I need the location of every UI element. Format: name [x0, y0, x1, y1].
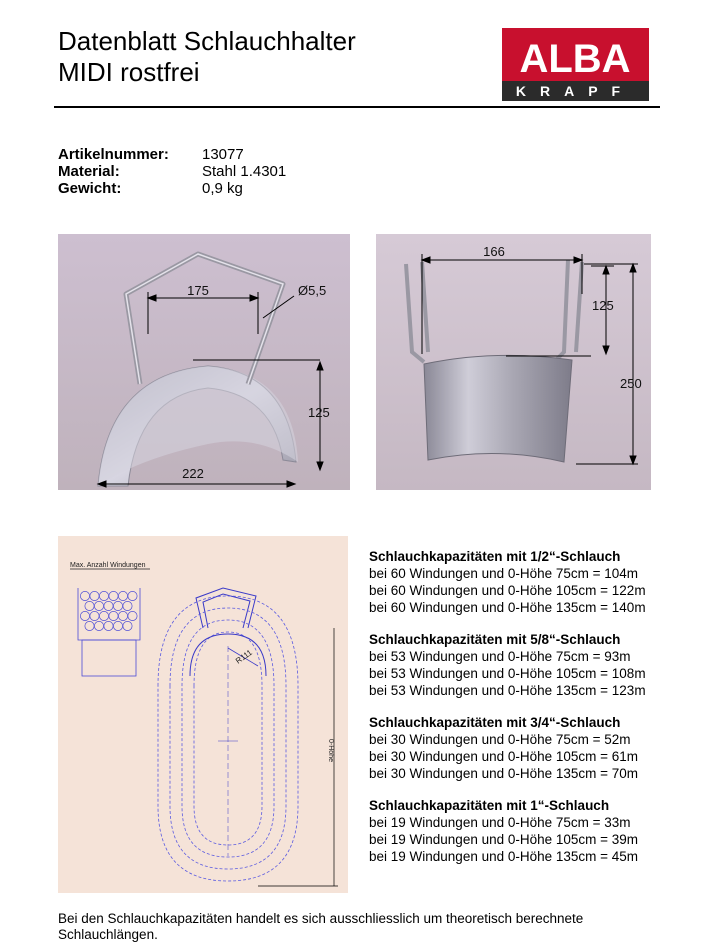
product-photo-front [58, 234, 350, 490]
logo-subtext: KRAPF [515, 83, 635, 99]
meta-value: 0,9 kg [202, 180, 243, 197]
capacity-block [369, 797, 699, 865]
capacity-line: bei 30 Windungen und 0-Höhe 135cm = 70m [369, 766, 639, 781]
hose-coil [118, 591, 127, 600]
hose-coil [104, 601, 113, 610]
capacity-line: bei 19 Windungen und 0-Höhe 105cm = 39m [369, 832, 639, 847]
meta-label: Artikelnummer: [58, 146, 169, 163]
capacity-block [369, 631, 699, 699]
capacity-line: bei 53 Windungen und 0-Höhe 135cm = 123m [369, 683, 646, 698]
capacity-line: bei 53 Windungen und 0-Höhe 75cm = 93m [369, 649, 631, 664]
hose-coil [99, 611, 108, 620]
hose-coil [85, 601, 94, 610]
meta-value: 13077 [202, 146, 244, 163]
hose-coil [90, 611, 99, 620]
hose-coil [128, 591, 137, 600]
capacity-line: bei 60 Windungen und 0-Höhe 135cm = 140m [369, 600, 646, 615]
footer-note [58, 911, 678, 943]
capacity-line: bei 30 Windungen und 0-Höhe 105cm = 61m [369, 749, 639, 764]
dim-top-label: 166 [483, 244, 505, 259]
capacity-list [369, 548, 699, 880]
capacity-heading: Schlauchkapazitäten mit 3/4“-Schlauch [369, 715, 621, 730]
capacity-line: bei 60 Windungen und 0-Höhe 75cm = 104m [369, 566, 639, 581]
dim-base-label: 222 [182, 466, 204, 481]
capacity-line: bei 19 Windungen und 0-Höhe 75cm = 33m [369, 815, 631, 830]
dim-height2-label: 250 [620, 376, 642, 391]
capacity-line: bei 60 Windungen und 0-Höhe 105cm = 122m [369, 583, 646, 598]
capacity-block [369, 548, 699, 616]
meta-value: Stahl 1.4301 [202, 163, 287, 180]
logo-text: ALBA [519, 37, 631, 81]
footer-line-1: Bei den Schlauchkapazitäten handelt es sich ausschliesslich um theoretisch berechnete [58, 911, 584, 926]
technical-drawing [58, 536, 348, 893]
title-line-2: MIDI rostfrei [58, 57, 200, 87]
capacity-line: bei 19 Windungen und 0-Höhe 135cm = 45m [369, 849, 639, 864]
alba-krapf-logo [502, 28, 649, 101]
meta-row [58, 146, 286, 163]
dim-width-label: 175 [187, 283, 209, 298]
hose-coil [109, 591, 118, 600]
hose-coil [104, 621, 113, 630]
hose-coil [113, 621, 122, 630]
meta-row [58, 163, 286, 180]
dim-height-label: 125 [308, 405, 330, 420]
hose-coil [109, 611, 118, 620]
hose-coil [113, 601, 122, 610]
capacity-heading: Schlauchkapazitäten mit 1/2“-Schlauch [369, 549, 621, 564]
hose-coil [94, 621, 103, 630]
capacity-line: bei 53 Windungen und 0-Höhe 105cm = 108m [369, 666, 646, 681]
dim-height1-label: 125 [592, 298, 614, 313]
footer-line-2: Schlauchlängen. [58, 927, 158, 942]
hose-coil [90, 591, 99, 600]
hose-coil [123, 601, 132, 610]
hose-coil [94, 601, 103, 610]
product-photo-side [376, 234, 651, 490]
product-meta [58, 146, 286, 197]
capacity-heading: Schlauchkapazitäten mit 1“-Schlauch [369, 798, 610, 813]
title-line-1: Datenblatt Schlauchhalter [58, 26, 356, 56]
hose-coil [99, 591, 108, 600]
document-title [58, 26, 356, 88]
max-windings-label: Max. Anzahl Windungen [70, 562, 146, 569]
hose-coil [85, 621, 94, 630]
radius-label: R111 [233, 647, 254, 666]
meta-row [58, 180, 286, 197]
zero-height-label: 0-Höhe [327, 739, 334, 762]
hose-coil [128, 611, 137, 620]
hose-coil [80, 611, 89, 620]
capacity-line: bei 30 Windungen und 0-Höhe 75cm = 52m [369, 732, 631, 747]
dim-diameter-label: Ø5,5 [298, 283, 327, 298]
capacity-block [369, 714, 699, 782]
hose-coil [123, 621, 132, 630]
header-divider [54, 106, 660, 108]
meta-label: Gewicht: [58, 180, 122, 197]
hose-coil [80, 591, 89, 600]
meta-label: Material: [58, 163, 120, 180]
hose-coil [118, 611, 127, 620]
capacity-heading: Schlauchkapazitäten mit 5/8“-Schlauch [369, 632, 621, 647]
